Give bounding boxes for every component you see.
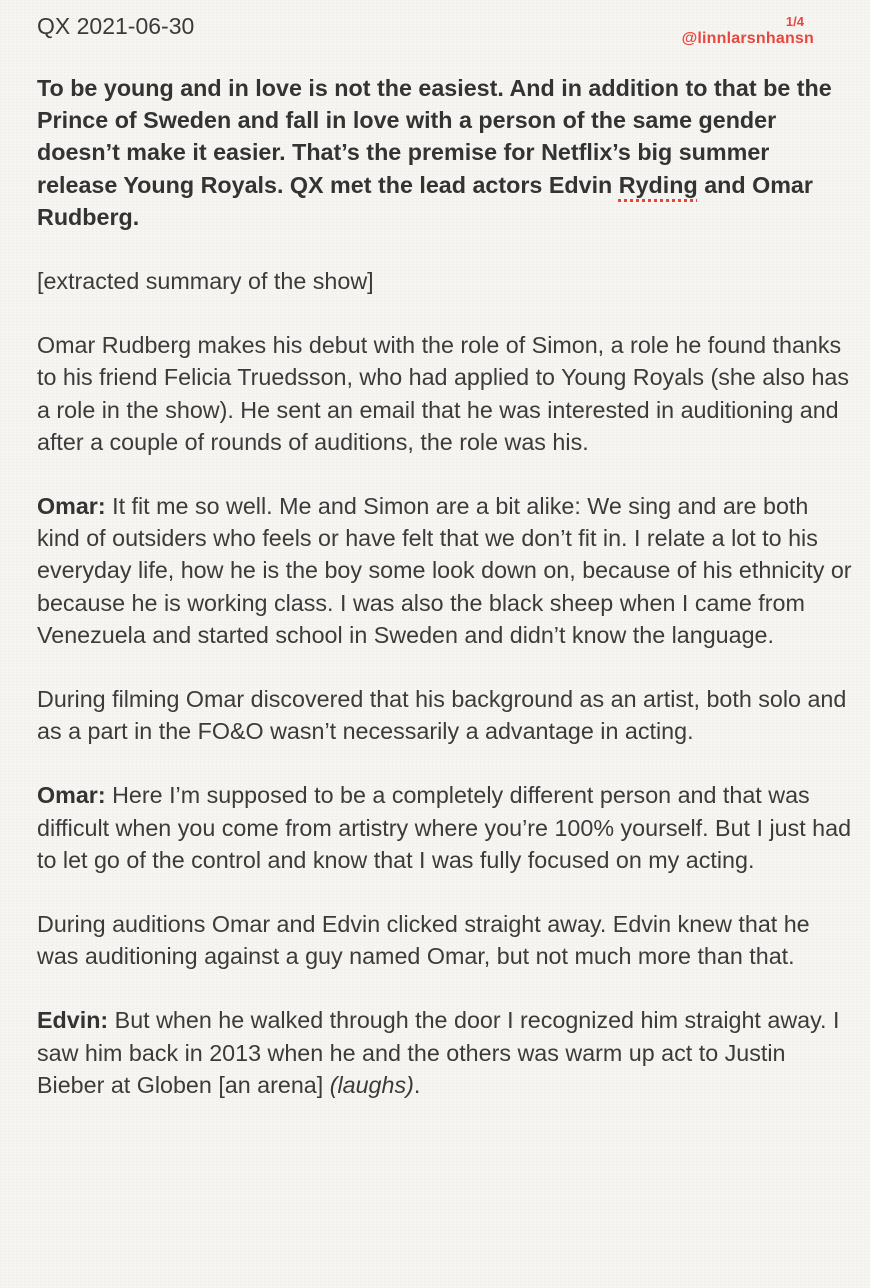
paragraph-filming: During filming Omar discovered that his background as an artist, both solo and as a part in the FO&O wasn’t necessarily a advantage in acting. [37,686,847,745]
speaker-label: Edvin: [37,1007,109,1034]
quote-end: . [413,1071,421,1098]
author-watermark: @linnlarsnhansn [681,30,814,47]
date-line: QX 2021-06-30 [37,13,195,39]
laughs-aside: (laughs) [329,1071,414,1098]
summary-note: [extracted summary of the show] [37,268,374,295]
paragraph-auditions: During auditions Omar and Edvin clicked straight away. Edvin knew that he was auditioning against a guy named Omar, but not much more than that. [37,911,810,970]
paragraph-debut: Omar Rudberg makes his debut with the role of Simon, a role he found thanks to his friend Felicia Truedsson, who had applied to Young Royals (she also has a role in the show). He sent an email that he was interested in auditioning and after a couple of rounds of auditions, the role was his. [37,332,850,455]
quote-edvin-1 [37,1004,852,1101]
speaker-label: Omar: [37,493,106,520]
lead-text-end: and Omar Rudberg. [37,171,813,230]
lead-text-start: To be young and in love is not the easiest. And in addition to that be the Prince of Sweden and fall in love with a person of the same gender doesn’t make it easier. That’s the premise for Netflix’s big summer release Young Royals. QX met the lead actors Edvin [37,75,832,198]
quote-text: But when he walked through the door I recognized him straight away. I saw him back in 2013 when he and the others was warm up act to Justin Bieber at Globen [an arena] [37,1007,840,1098]
quote-omar-1 [37,490,852,651]
speaker-label: Omar: [37,782,106,809]
lead-paragraph [37,72,852,233]
quote-omar-2 [37,779,852,876]
spellcheck-underlined-word: Ryding [618,171,698,198]
quote-text: Here I’m supposed to be a completely different person and that was difficult when you come from artistry where you’re 100% yourself. But I just had to let go of the control and know that I was fully focused on my acting. [37,782,852,873]
quote-text: It fit me so well. Me and Simon are a bit alike: We sing and are both kind of outsiders who feels or have felt that we don’t fit in. I relate a lot to his everyday life, how he is the boy some look down on, because of his ethnicity or because he is working class. I was also the black sheep when I came from Venezuela and started school in Sweden and didn’t know the language. [37,493,852,648]
page-counter: 1/4 [785,14,804,29]
article-body [37,72,852,1133]
